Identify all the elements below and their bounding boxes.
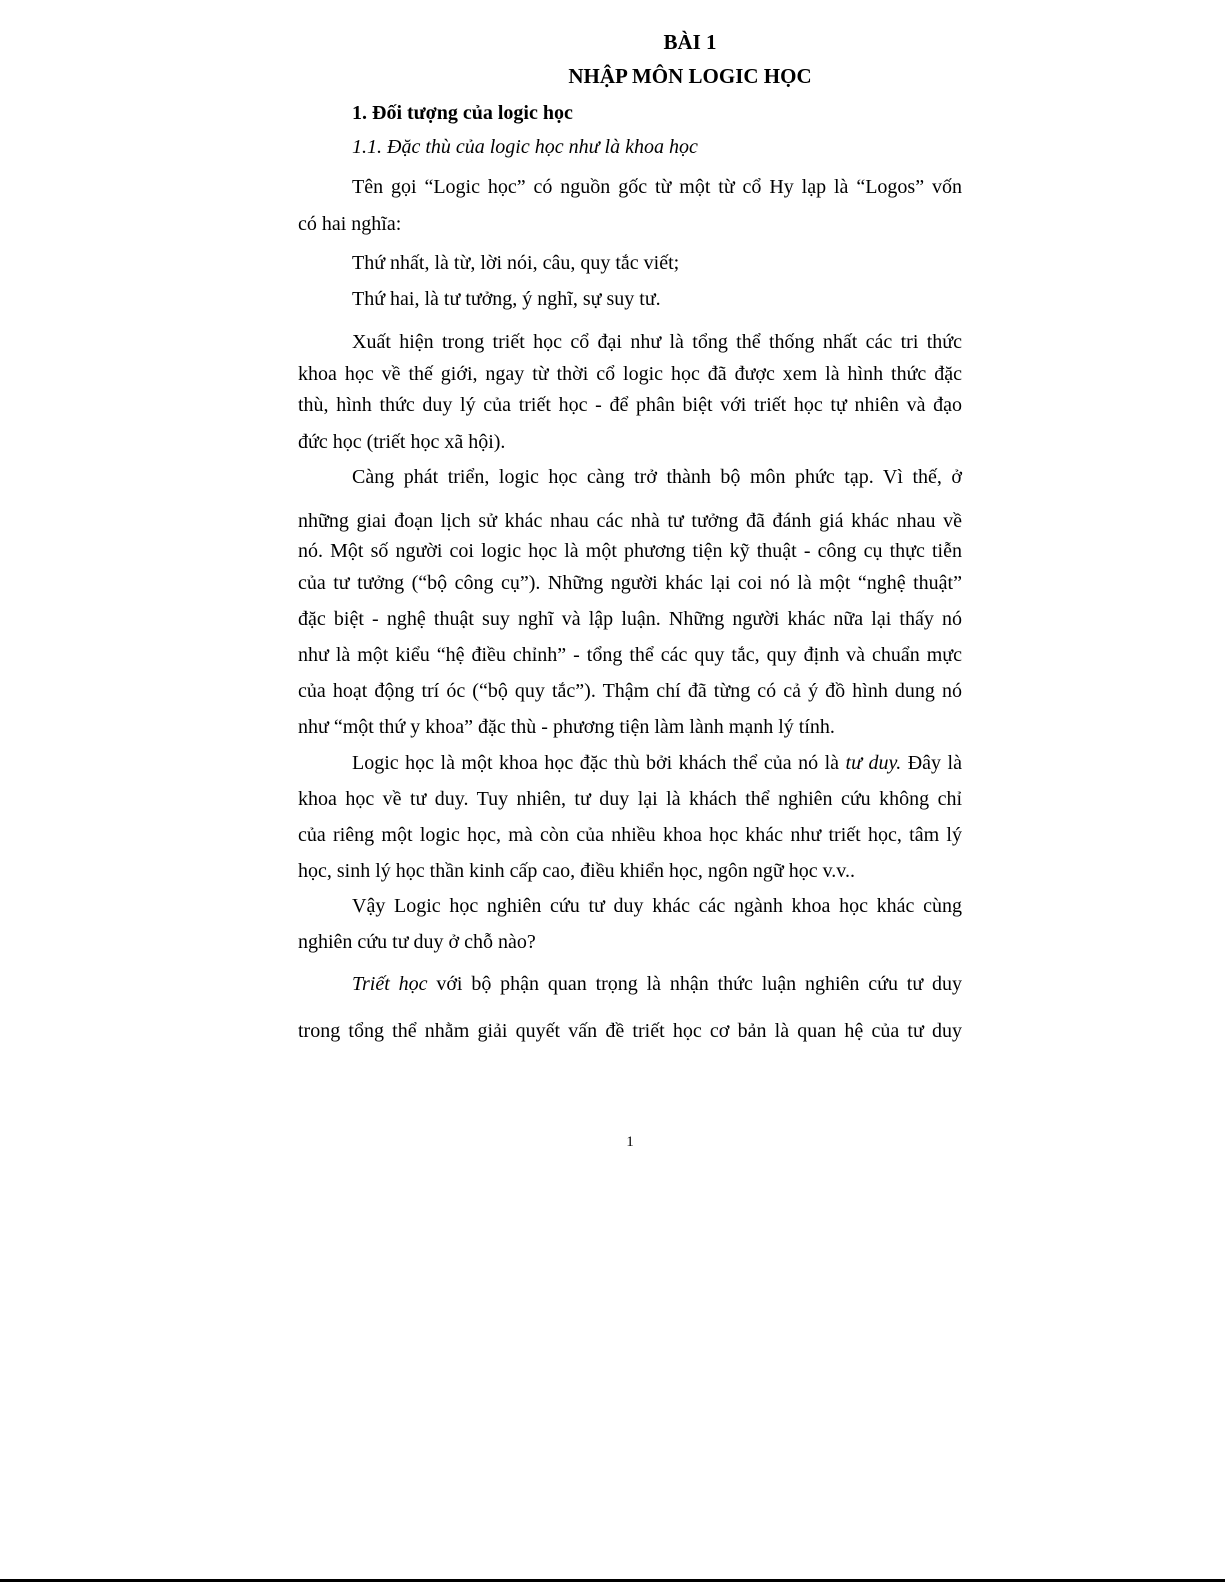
paragraph-4-line-3: thù, hình thức duy lý của triết học - để phân biệt với triết học tự nhiên và đạo	[298, 394, 962, 416]
paragraph-9-line-1-end: với bộ phận quan trọng là nhận thức luận nghiên cứu tư duy	[427, 973, 963, 995]
paragraph-7-line-1-end: Đây là	[901, 752, 962, 774]
paragraph-2-line-1: Thứ nhất, là từ, lời nói, câu, quy tắc viết;	[352, 252, 680, 274]
paragraph-6	[298, 506, 962, 566]
paragraph-3-line-1: Thứ hai, là tư tưởng, ý nghĩ, sự suy tư.	[352, 288, 661, 310]
paragraph-8	[298, 888, 962, 960]
section-heading: 1. Đối tượng của logic học	[352, 102, 573, 124]
paragraph-6-line-3: của tư tưởng (“bộ công cụ”). Những người khác lại coi nó là một “nghệ thuật”	[298, 572, 962, 594]
paragraph-4	[298, 326, 962, 390]
paragraph-6-line-7: như “một thứ y khoa” đặc thù - phương tiện làm lành mạnh lý tính.	[298, 716, 835, 738]
paragraph-6-line-6: của hoạt động trí óc (“bộ quy tắc”). Thậm chí đã từng có cả ý đồ hình dung nó	[298, 680, 962, 702]
paragraph-9	[298, 961, 962, 1055]
paragraph-4-line-1: Xuất hiện trong triết học cổ đại như là tổng thể thống nhất các tri thức	[352, 331, 962, 353]
section-subheading: 1.1. Đặc thù của logic học như là khoa học	[352, 136, 698, 158]
paragraph-9-emphasis: Triết học	[352, 973, 428, 995]
paragraph-8-line-2: nghiên cứu tư duy ở chỗ nào?	[298, 931, 536, 953]
paragraph-6-line-4: đặc biệt - nghệ thuật suy nghĩ và lập luận. Những người khác nữa lại thấy nó	[298, 608, 962, 630]
paragraph-6-line-5: như là một kiểu “hệ điều chỉnh” - tổng thể các quy tắc, quy định và chuẩn mực	[298, 644, 962, 666]
bottom-border	[0, 1579, 1225, 1582]
paragraph-4-continued	[298, 387, 962, 461]
paragraph-9-line-2: trong tổng thể nhằm giải quyết vấn đề triết học cơ bản là quan hệ của tư duy	[298, 1020, 962, 1042]
paragraph-9-line-1	[298, 961, 962, 1008]
paragraph-6-continued	[298, 565, 962, 745]
paragraph-8-line-1: Vậy Logic học nghiên cứu tư duy khác các ngành khoa học khác cùng	[352, 895, 962, 917]
paragraph-7-line-4: học, sinh lý học thần kinh cấp cao, điều khiển học, ngôn ngữ học v.v..	[298, 860, 856, 882]
paragraph-6-line-1: những giai đoạn lịch sử khác nhau các nhà tư tưởng đã đánh giá khác nhau về	[298, 510, 962, 532]
paragraph-5	[298, 459, 962, 496]
paragraph-6-line-2: nó. Một số người coi logic học là một phương tiện kỹ thuật - công cụ thực tiễn	[298, 540, 962, 562]
paragraph-1	[298, 169, 962, 243]
paragraph-4-line-2: khoa học về thế giới, ngay từ thời cổ logic học đã được xem là hình thức đặc	[298, 363, 962, 385]
paragraph-2	[298, 245, 962, 282]
paragraph-7-line-1	[298, 745, 962, 781]
paragraph-4-line-4: đức học (triết học xã hội).	[298, 431, 506, 453]
paragraph-1-line-1: Tên gọi “Logic học” có nguồn gốc từ một từ cổ Hy lạp là “Logos” vốn	[352, 176, 962, 198]
paragraph-7-line-1-start: Logic học là một khoa học đặc thù bởi khách thể của nó là	[352, 752, 846, 774]
paragraph-7-emphasis: tư duy.	[845, 752, 902, 774]
paragraph-7-line-2: khoa học về tư duy. Tuy nhiên, tư duy lại là khách thể nghiên cứu không chỉ	[298, 788, 962, 810]
paragraph-7	[298, 745, 962, 889]
page-number: 1	[626, 1134, 634, 1150]
paragraph-1-line-2: có hai nghĩa:	[298, 213, 402, 235]
paragraph-5-line-1: Càng phát triển, logic học càng trở thành bộ môn phức tạp. Vì thế, ở	[352, 466, 962, 488]
lesson-title: NHẬP MÔN LOGIC HỌC	[568, 64, 812, 88]
paragraph-7-line-3: của riêng một logic học, mà còn của nhiều khoa học khác như triết học, tâm lý	[298, 824, 962, 846]
paragraph-3	[298, 281, 962, 318]
lesson-number: BÀI 1	[663, 30, 717, 54]
